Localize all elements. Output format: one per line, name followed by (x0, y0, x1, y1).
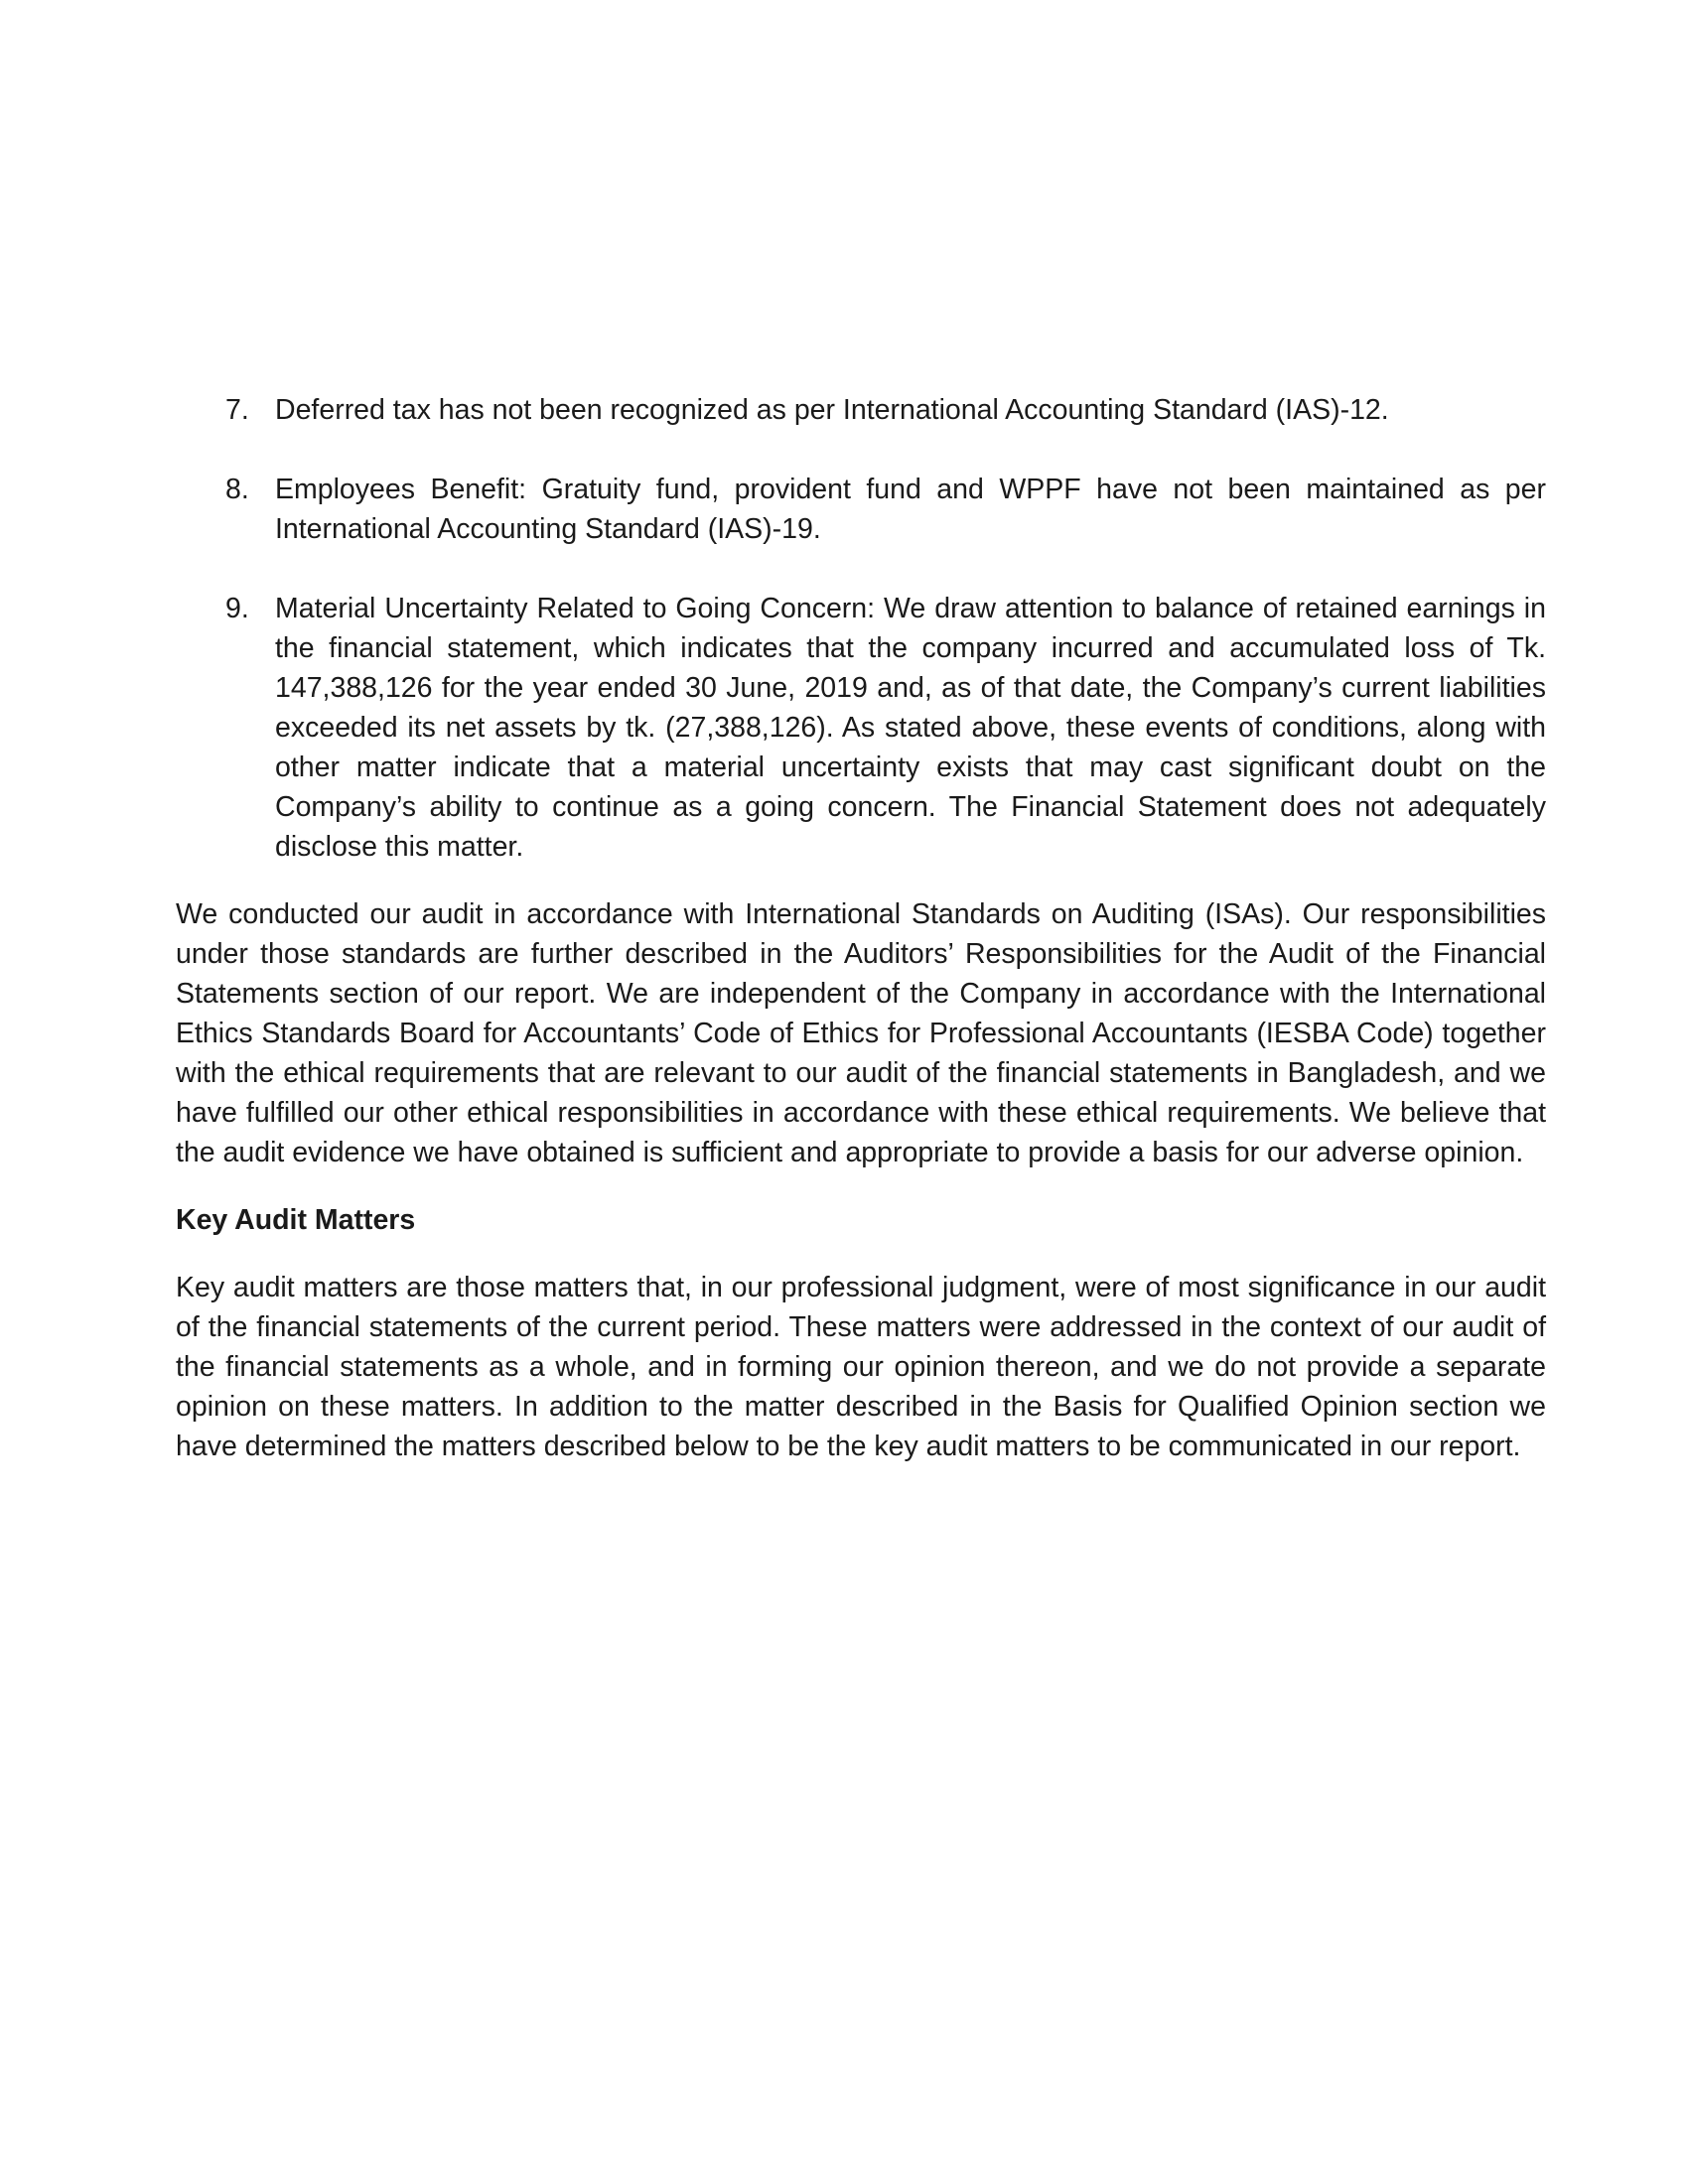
list-item-7 (176, 390, 1546, 430)
numbered-list (176, 390, 1546, 867)
list-item-number: 7. (225, 394, 249, 426)
list-item-text: Material Uncertainty Related to Going Concern: We draw attention to balance of retained earnings in the financial statement, which indicates that the company incurred and accumulated loss of Tk. 147,388,126 for the year ended 30 June, 2019 and, as of that date, the Company’s current liabilities exceeded its net assets by tk. (27,388,126). As stated above, these events of conditions, along with other matter indicate that a material uncertainty exists that may cast significant doubt on the Company’s ability to continue as a going concern. The Financial Statement does not adequately disclose this matter. (275, 593, 1546, 863)
list-item-number: 8. (225, 474, 249, 505)
list-item-text: Employees Benefit: Gratuity fund, provident fund and WPPF have not been maintained as per International Accounting Standard (IAS)-19. (275, 474, 1546, 545)
list-item-8 (176, 470, 1546, 549)
list-item-number: 9. (225, 593, 249, 624)
key-audit-matters-heading: Key Audit Matters (176, 1204, 416, 1236)
list-item-text: Deferred tax has not been recognized as per International Accounting Standard (IAS)-12. (275, 394, 1389, 426)
page-content (176, 390, 1546, 1466)
key-audit-matters-paragraph: Key audit matters are those matters that, in our professional judgment, were of most significance in our audit of the financial statements of the current period. These matters were addressed in the context of our audit of the financial statements as a whole, and in forming our opinion thereon, and we do not provide a separate opinion on these matters. In addition to the matter described in the Basis for Qualified Opinion section we have determined the matters described below to be the key audit matters to be communicated in our report. (176, 1272, 1546, 1462)
list-item-9 (176, 589, 1546, 867)
basis-paragraph: We conducted our audit in accordance with International Standards on Auditing (ISAs). Our responsibilities under those standards are further described in the Auditors’ Responsibilities for the Audit of the Financial Statements section of our report. We are independent of the Company in accordance with the International Ethics Standards Board for Accountants’ Code of Ethics for Professional Accountants (IESBA Code) together with the ethical requirements that are relevant to our audit of the financial statements in Bangladesh, and we have fulfilled our other ethical responsibilities in accordance with these ethical requirements. We believe that the audit evidence we have obtained is sufficient and appropriate to provide a basis for our adverse opinion. (176, 898, 1546, 1168)
